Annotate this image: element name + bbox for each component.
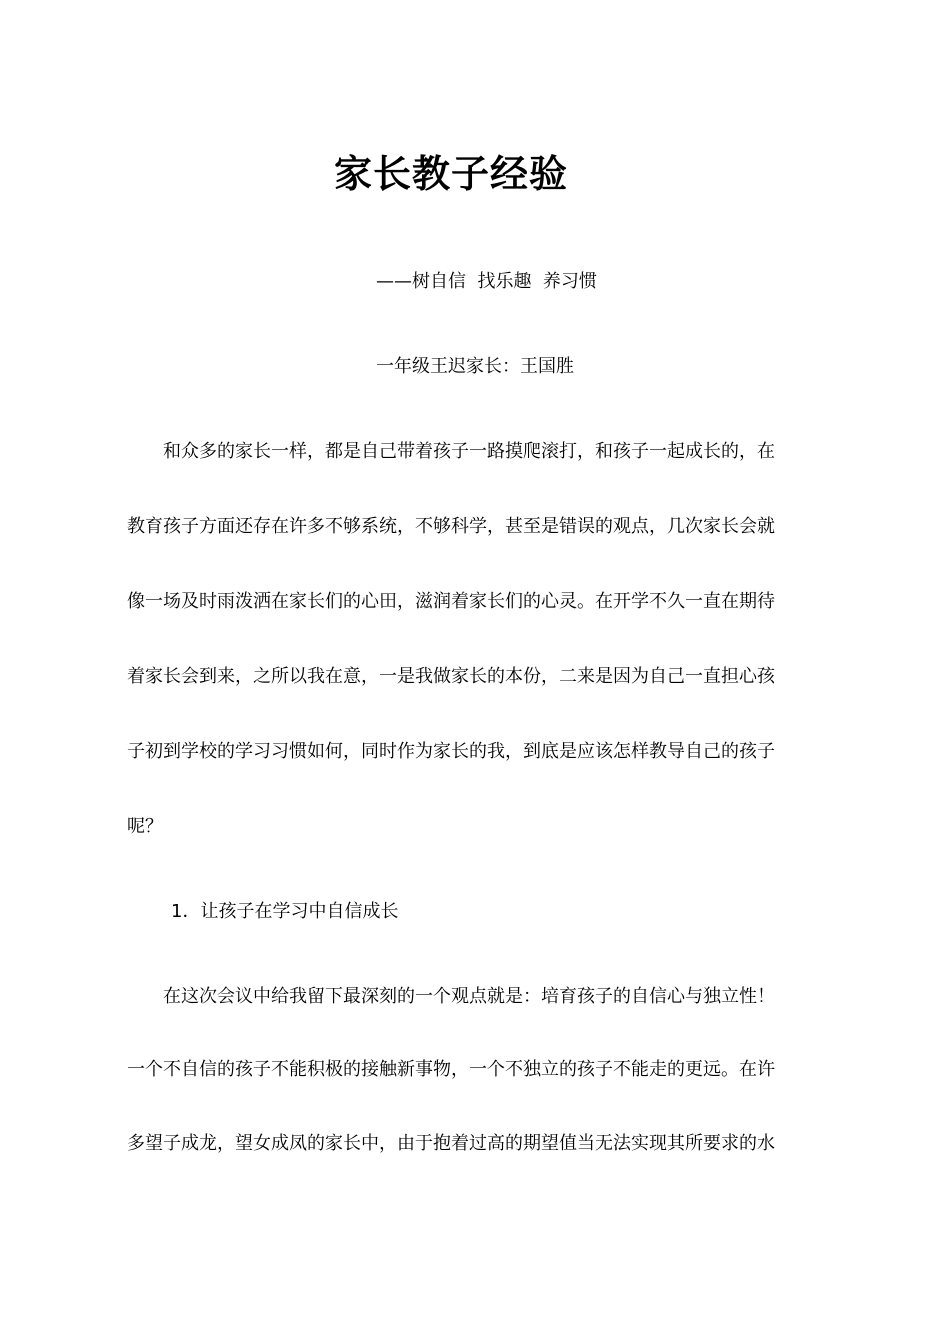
paragraph-line: 在这次会议中给我留下最深刻的一个观点就是：培育孩子的自信心与独立性！ (127, 986, 775, 1007)
paragraph-line: 呢？ (127, 816, 163, 837)
paragraph-line: 一个不自信的孩子不能积极的接触新事物，一个不独立的孩子不能走的更远。在许 (127, 1059, 775, 1080)
paragraph-line: 着家长会到来，之所以我在意，一是我做家长的本份，二来是因为自己一直担心孩 (127, 666, 775, 687)
document-title: 家长教子经验 (333, 152, 568, 196)
paragraph-line: 教育孩子方面还存在许多不够系统，不够科学，甚至是错误的观点，几次家长会就 (127, 516, 775, 537)
section-heading: 1．让孩子在学习中自信成长 (171, 901, 399, 922)
author-line: 一年级王迟家长：王国胜 (376, 356, 574, 377)
paragraph-line: 多望子成龙，望女成凤的家长中，由于抱着过高的期望值当无法实现其所要求的水 (127, 1133, 775, 1154)
paragraph-line: 和众多的家长一样，都是自己带着孩子一路摸爬滚打，和孩子一起成长的，在 (127, 441, 775, 462)
document-subtitle: ——树自信 找乐趣 养习惯 (376, 271, 597, 292)
paragraph-line: 子初到学校的学习习惯如何，同时作为家长的我，到底是应该怎样教导自己的孩子 (127, 741, 775, 762)
paragraph-line: 像一场及时雨泼洒在家长们的心田，滋润着家长们的心灵。在开学不久一直在期待 (127, 591, 775, 612)
